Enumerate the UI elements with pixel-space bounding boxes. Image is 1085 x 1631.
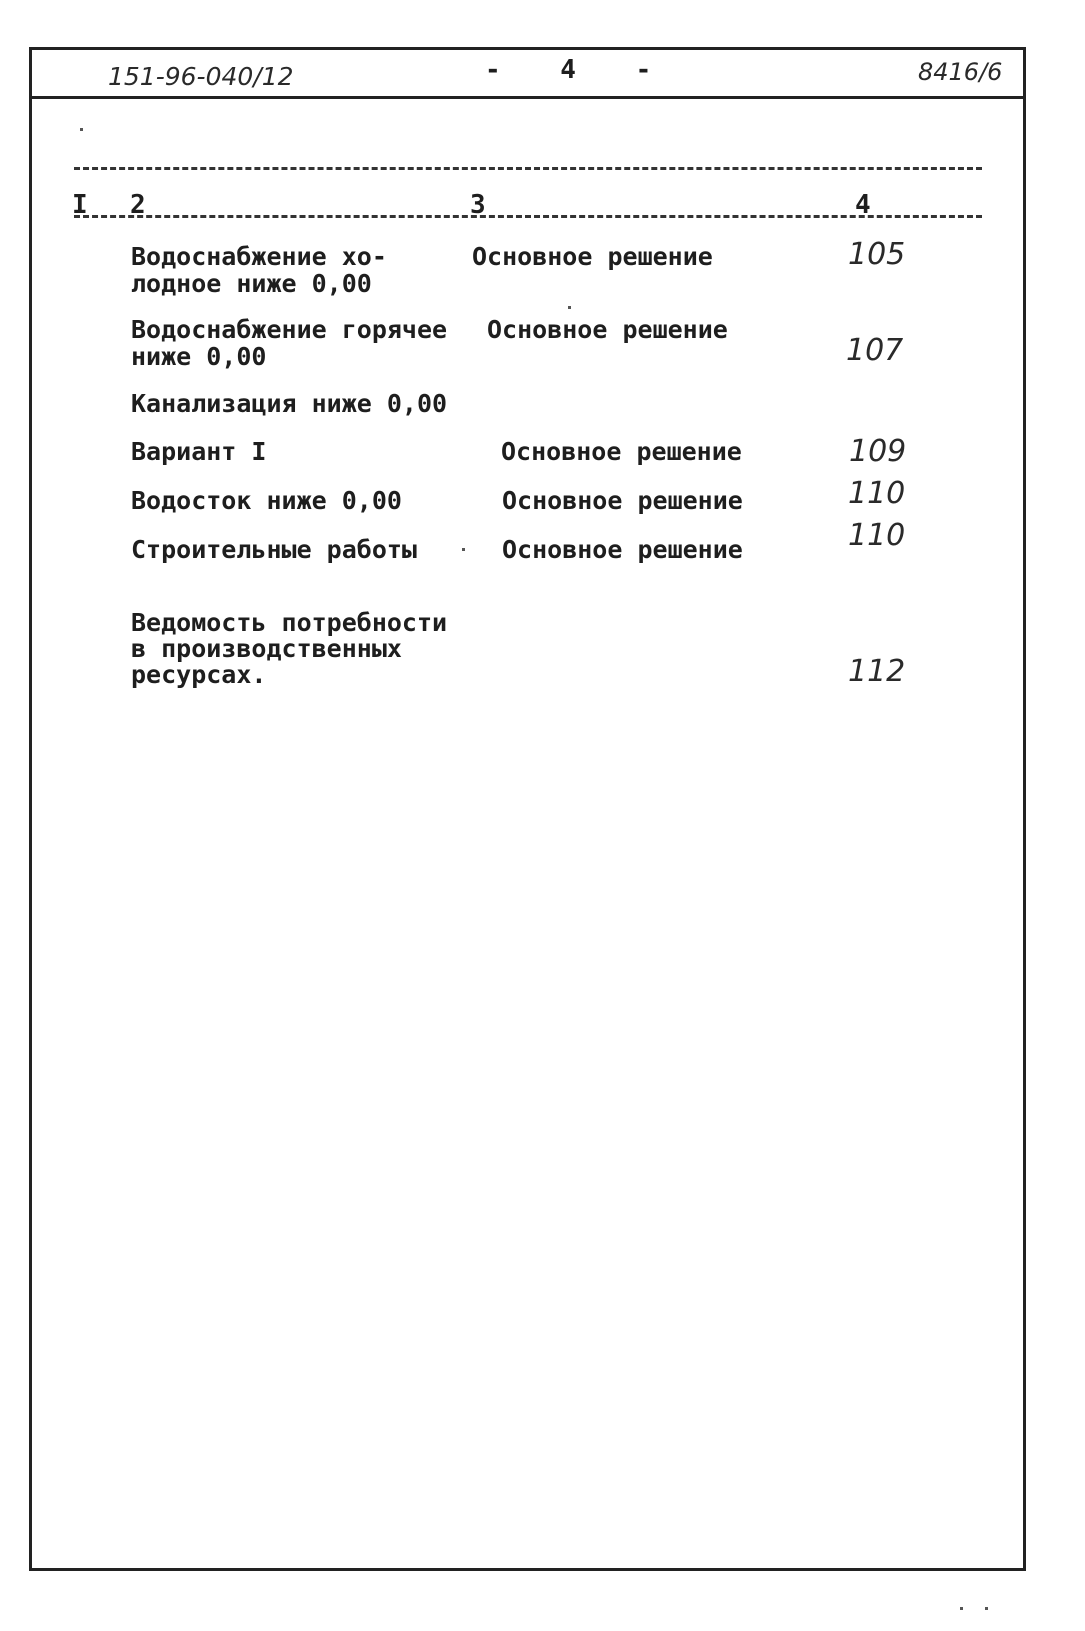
row-1-name-line-2: лодное ниже 0,00	[131, 269, 372, 298]
row-6-page: 110	[848, 518, 906, 553]
row-2-name-line-2: ниже 0,00	[131, 342, 267, 371]
scan-speck	[568, 306, 571, 309]
row-1-solution: Основное решение	[472, 242, 713, 271]
row-2-solution: Основное решение	[487, 315, 728, 344]
column-header-3: 3	[470, 190, 486, 220]
row-5-page: 110	[848, 476, 906, 511]
row-7-name-line-1: Ведомость потребности	[131, 608, 448, 637]
row-6-solution: Основное решение	[502, 535, 743, 564]
row-4-name-line-1: Вариант I	[131, 437, 267, 466]
column-header-2: 2	[130, 190, 146, 220]
row-7-name-line-2: в производственных	[131, 634, 402, 663]
scan-speck	[960, 1607, 963, 1610]
page-number: - 4 -	[485, 55, 674, 85]
row-4-page: 109	[849, 434, 907, 469]
row-2-page: 107	[846, 333, 904, 368]
column-header-1: I	[72, 190, 88, 220]
scan-speck	[985, 1607, 988, 1610]
row-7-page: 112	[848, 654, 906, 689]
row-5-solution: Основное решение	[502, 486, 743, 515]
row-5-name-line-1: Водосток ниже 0,00	[131, 486, 402, 515]
scan-speck	[80, 128, 83, 131]
row-1-page: 105	[848, 237, 906, 272]
row-1-name-line-1: Водоснабжение хо-	[131, 242, 387, 271]
row-3-name-line-1: Канализация ниже 0,00	[131, 389, 448, 418]
column-header-rule	[74, 215, 982, 218]
column-header-4: 4	[855, 190, 871, 220]
scan-speck	[462, 548, 465, 551]
row-6-name-line-1: Строительные работы	[131, 535, 417, 564]
row-2-name-line-1: Водоснабжение горячее	[131, 315, 448, 344]
header-divider	[29, 96, 1026, 99]
sheet-reference: 8416/6	[918, 58, 1003, 86]
document-code: 151-96-040/12	[108, 62, 294, 91]
row-4-solution: Основное решение	[501, 437, 742, 466]
row-7-name-line-3: ресурсах.	[131, 660, 267, 689]
table-top-rule	[74, 167, 982, 170]
